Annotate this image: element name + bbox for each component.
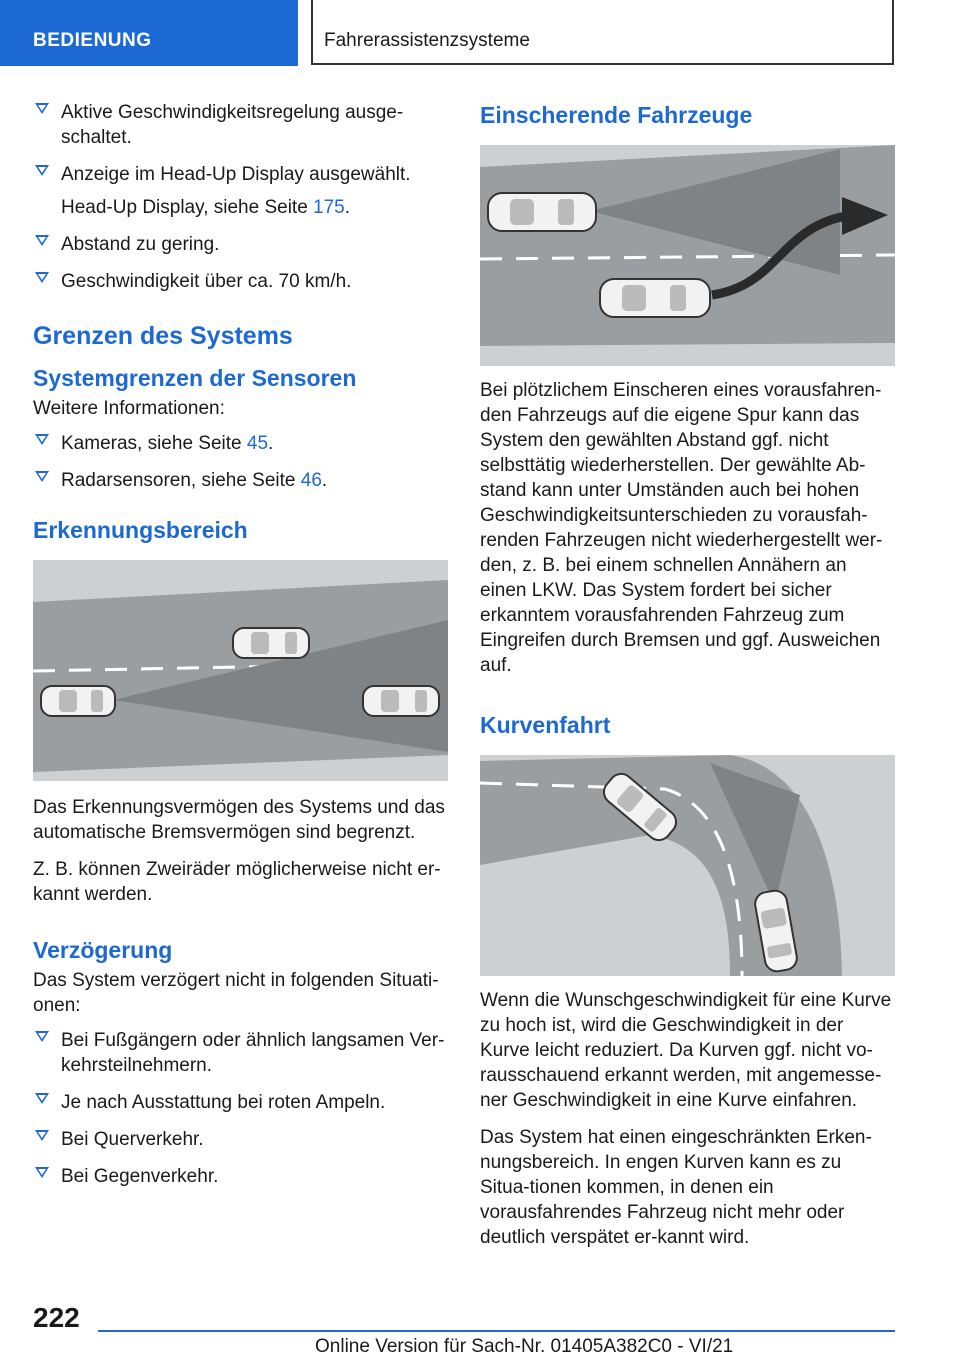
list-item: Abstand zu gering. (33, 232, 448, 257)
bullet-triangle-icon (35, 235, 49, 246)
heading-detection: Erkennungsbereich (33, 517, 248, 543)
detection-range-illustration (33, 560, 448, 781)
chapter-header (312, 0, 894, 65)
heading-limits: Grenzen des Systems (33, 322, 293, 350)
curve-paragraph-1: Wenn die Wunschgeschwindigkeit für eine Kurve zu hoch ist, wird die Geschwindigkeit in der Kurve leicht reduziert. Da Kurven ggf. nicht vo-rausschauend erkannt werden, mit angemesse-ner Geschwindigkeit in eine Kurve einfahren. (480, 990, 892, 1111)
online-version-note: Online Version für Sach-Nr. 01405A382C0 - VI/21 (315, 1336, 734, 1357)
cross-reference: Head-Up Display, siehe Seite 175. (61, 197, 351, 218)
car-icon (600, 279, 710, 317)
bullet-triangle-icon (35, 434, 49, 445)
bullet-triangle-icon (35, 165, 49, 176)
bullet-triangle-icon (35, 1031, 49, 1042)
car-icon (363, 686, 439, 716)
car-icon (233, 628, 309, 658)
section-title: BEDIENUNG (33, 30, 152, 51)
heading-cut-in: Einscherende Fahrzeuge (480, 102, 753, 128)
list-item: Bei Querverkehr. (33, 1127, 448, 1152)
page-link[interactable]: 46 (300, 470, 322, 491)
car-icon (41, 686, 115, 716)
cut-in-illustration (480, 145, 895, 366)
right-column (480, 100, 895, 1262)
list-item: Radarsensoren, siehe Seite 46. (33, 468, 448, 493)
page-link[interactable]: 175 (313, 197, 345, 218)
left-column (33, 100, 448, 1201)
heading-sensors: Systemgrenzen der Sensoren (33, 365, 357, 391)
deceleration-intro: Das System verzögert nicht in folgenden Situati-onen: (33, 970, 439, 1016)
page-number: 222 (33, 1302, 80, 1333)
cut-in-paragraph: Bei plötzlichem Einscheren eines vorausfahren-den Fahrzeugs auf die eigene Spur kann das System den gewählten Abstand ggf. nicht selbsttätig wiederherstellen. Der gewählte Ab-stand kann unter Umständen auch bei hohen Geschwindigkeitsunterschieden zu vorausfah-renden Fahrzeugen nicht wiederhergestellt wer-den, z. B. bei einem schnellen Annähern an einen LKW. Das System fordert bei sicher erkanntem vorausfahrenden Fahrzeug zum Eingreifen durch Bremsen und ggf. Ausweichen auf. (480, 380, 883, 676)
detection-paragraph-2: Z. B. können Zweiräder möglicherweise nicht er-kannt werden. (33, 859, 441, 905)
car-icon (488, 193, 596, 231)
bullet-triangle-icon (35, 1130, 49, 1141)
heading-curve: Kurvenfahrt (480, 712, 611, 738)
list-item: Bei Fußgängern oder ähnlich langsamen Ver-kehrsteilnehmern. (33, 1028, 448, 1078)
bullet-triangle-icon (35, 272, 49, 283)
curve-paragraph-2: Das System hat einen eingeschränkten Erken-nungsbereich. In engen Kurven kann es zu Situa-tionen kommen, in denen ein vorausfahrendes Fahrzeug nicht mehr oder deutlich verspätet er-kannt wird. (480, 1127, 872, 1248)
page-link[interactable]: 45 (246, 433, 269, 454)
list-item: Geschwindigkeit über ca. 70 km/h. (33, 269, 448, 294)
list-item: Anzeige im Head-Up Display ausgewählt. (33, 162, 448, 187)
detection-paragraph-1: Das Erkennungsvermögen des Systems und das automatische Bremsvermögen sind begrenzt. (33, 797, 445, 843)
section-tab (0, 0, 298, 66)
bullet-triangle-icon (35, 1167, 49, 1178)
heading-deceleration: Verzögerung (33, 937, 173, 963)
footer-rule (98, 1330, 895, 1332)
list-item: Bei Gegenverkehr. (33, 1164, 448, 1189)
more-info-text: Weitere Informationen: (33, 398, 225, 419)
chapter-title: Fahrerassistenzsysteme (324, 30, 530, 51)
list-item: Je nach Ausstattung bei roten Ampeln. (33, 1090, 448, 1115)
bullet-triangle-icon (35, 471, 49, 482)
list-item: Kameras, siehe Seite 45. (33, 431, 448, 456)
bullet-triangle-icon (35, 103, 49, 114)
list-item: Aktive Geschwindigkeitsregelung ausge-schaltet. (33, 100, 448, 150)
bullet-triangle-icon (35, 1093, 49, 1104)
curve-illustration (480, 755, 895, 976)
